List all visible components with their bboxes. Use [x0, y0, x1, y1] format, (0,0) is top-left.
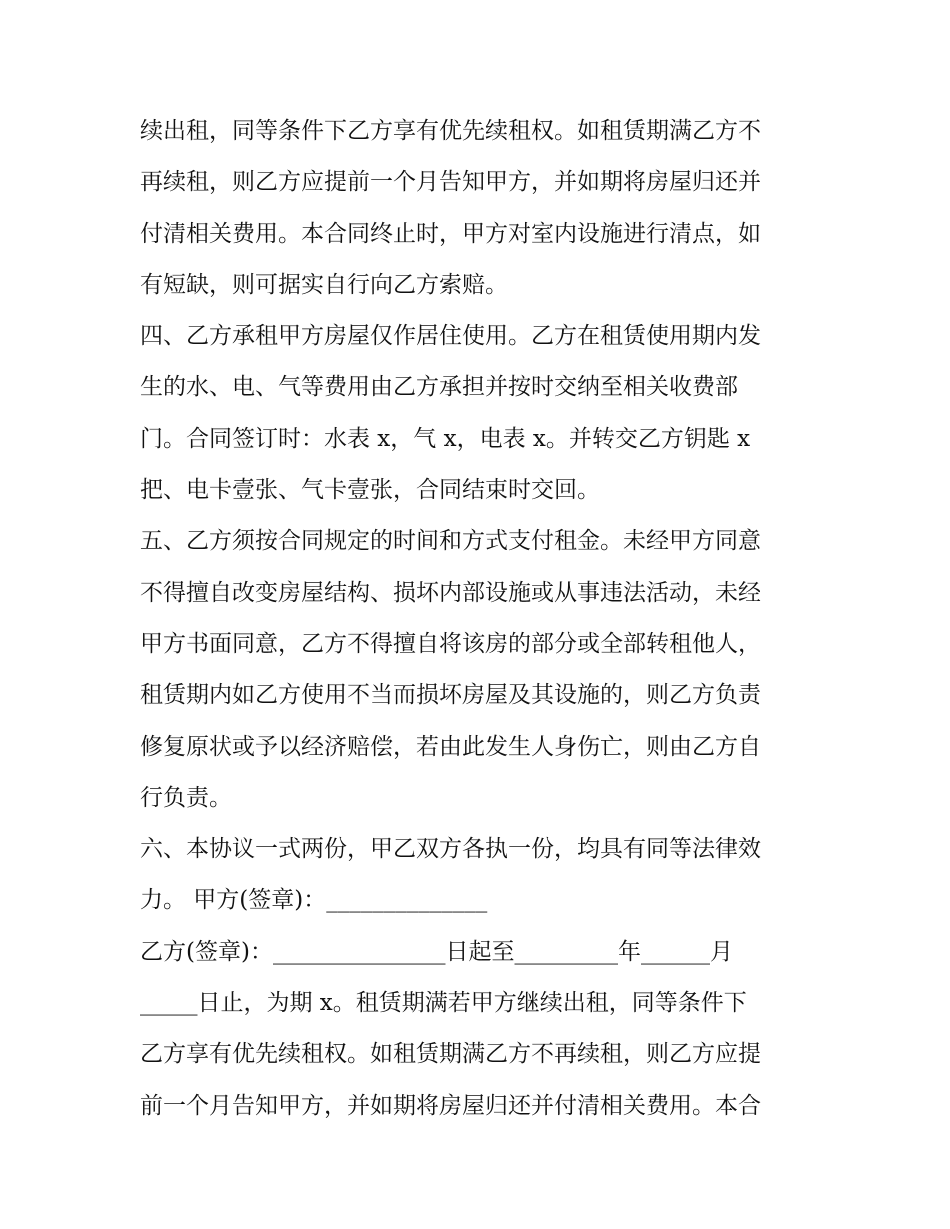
text-line: 修复原状或予以经济赔偿，若由此发生人身伤亡，则由乙方自 — [140, 733, 761, 760]
text-line: 租赁期内如乙方使用不当而损坏房屋及其设施的，则乙方负责 — [140, 682, 761, 709]
text-line: 再续租，则乙方应提前一个月告知甲方，并如期将房屋归还并 — [140, 169, 761, 196]
document-body — [140, 106, 830, 1132]
clause-6-line: 六、本协议一式两份，甲乙双方各执一份，均具有同等法律效 — [140, 836, 761, 863]
text-line: 前一个月告知甲方，并如期将房屋归还并付清相关费用。本合 — [140, 1092, 761, 1119]
clause-5-line: 五、乙方须按合同规定的时间和方式支付租金。未经甲方同意 — [140, 528, 761, 555]
party-a-signature-line: 力。 甲方(签章)：______________ — [140, 887, 488, 914]
text-line: 甲方书面同意，乙方不得擅自将该房的部分或全部转租他人， — [140, 630, 761, 657]
text-line: 行负责。 — [140, 784, 232, 811]
text-line: 有短缺，则可据实自行向乙方索赔。 — [140, 271, 508, 298]
text-line: 不得擅自改变房屋结构、损坏内部设施或从事违法活动，未经 — [140, 579, 761, 606]
text-line: 付清相关费用。本合同终止时，甲方对室内设施进行清点，如 — [140, 220, 761, 247]
text-line: 生的水、电、气等费用由乙方承担并按时交纳至相关收费部 — [140, 374, 738, 401]
party-b-signature-line: 乙方(签章)：_______________日起至_________年______月 — [140, 938, 733, 965]
text-line: 门。合同签订时：水表 x，气 x，电表 x。并转交乙方钥匙 x — [140, 425, 751, 452]
clause-4-line: 四、乙方承租甲方房屋仅作居住使用。乙方在租赁使用期内发 — [140, 323, 761, 350]
text-line: _____日止，为期 x。租赁期满若甲方继续出租，同等条件下 — [140, 990, 747, 1017]
text-line: 把、电卡壹张、气卡壹张，合同结束时交回。 — [140, 477, 600, 504]
text-line: 乙方享有优先续租权。如租赁期满乙方不再续租，则乙方应提 — [140, 1041, 761, 1068]
text-line: 续出租，同等条件下乙方享有优先续租权。如租赁期满乙方不 — [140, 118, 761, 144]
